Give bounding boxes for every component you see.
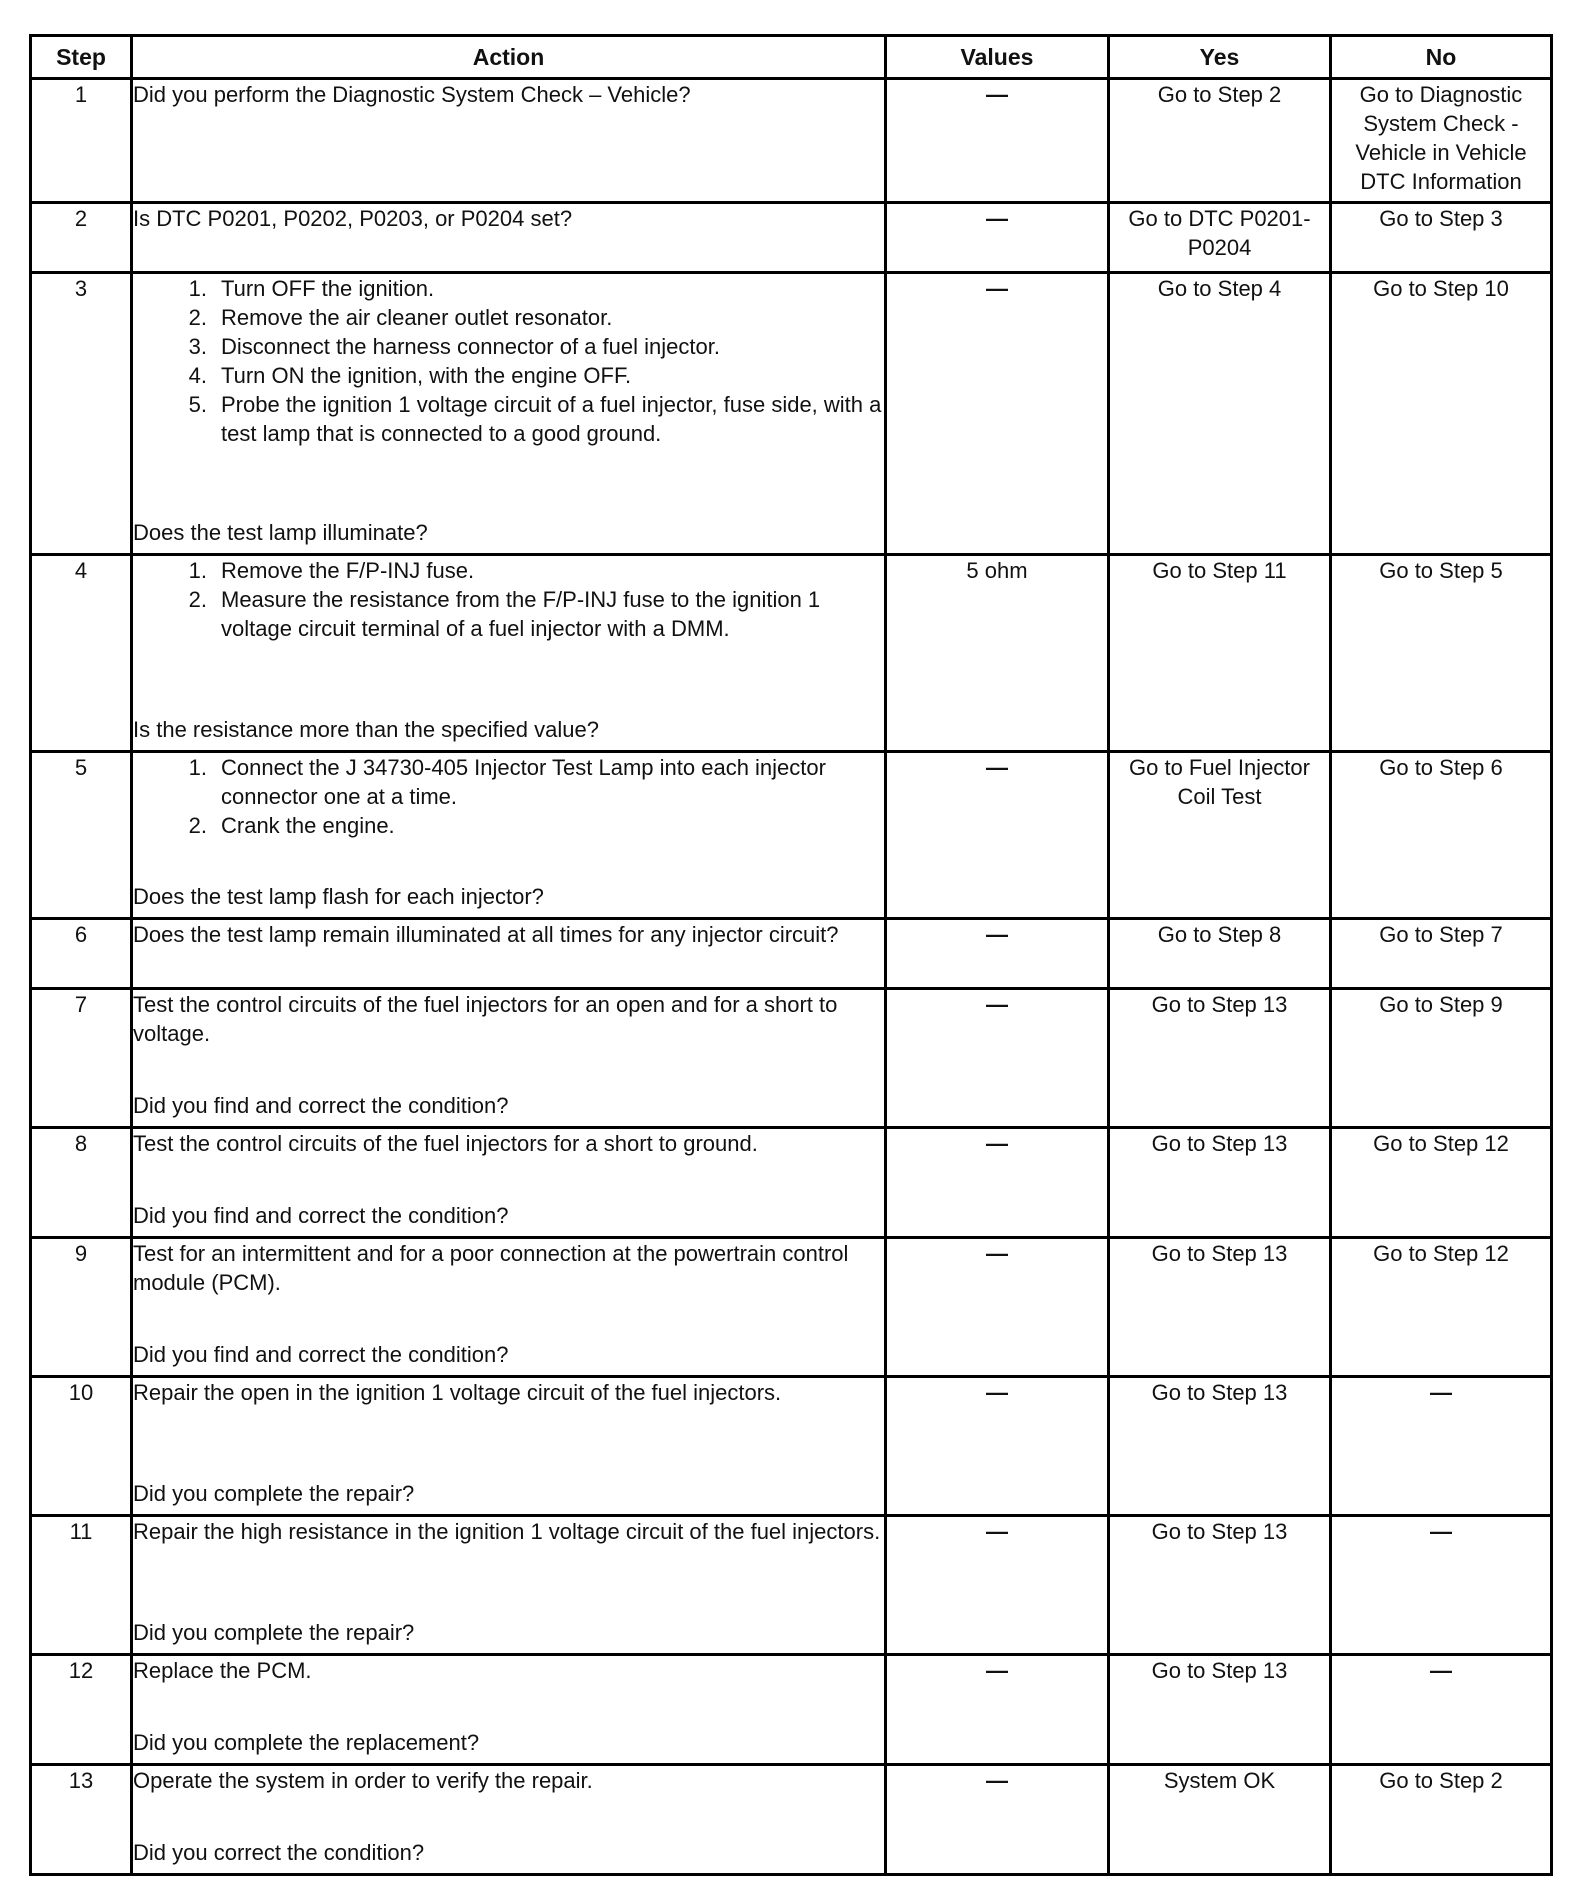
substep-number: 2.	[188, 813, 207, 838]
action-question: Did you correct the condition?	[133, 1840, 425, 1865]
action-content	[133, 753, 884, 911]
header-no: No	[1331, 36, 1552, 79]
action-text: Test the control circuits of the fuel injectors for an open and for a short to voltage.	[133, 992, 838, 1046]
yes-cell: Go to DTC P0201-P0204	[1109, 203, 1331, 273]
step-number: 12	[31, 1655, 132, 1765]
table-row	[31, 752, 1552, 919]
action-top	[133, 274, 884, 448]
substep-text: Crank the engine.	[221, 813, 395, 838]
substep-item	[133, 390, 884, 448]
yes-cell: Go to Step 8	[1109, 919, 1331, 989]
action-text: Is DTC P0201, P0202, P0203, or P0204 set?	[133, 206, 573, 231]
action-top	[133, 1517, 884, 1546]
action-content	[133, 1129, 884, 1230]
action-cell	[132, 273, 886, 555]
step-number: 1	[31, 79, 132, 203]
substep-text: Connect the J 34730-405 Injector Test Lamp into each injector connector one at a time.	[221, 755, 826, 809]
action-content	[133, 80, 884, 195]
yes-cell: Go to Step 11	[1109, 555, 1331, 752]
yes-cell: Go to Step 13	[1109, 989, 1331, 1128]
substep-text: Disconnect the harness connector of a fuel injector.	[221, 334, 720, 359]
action-top	[133, 1378, 884, 1407]
substep-item	[133, 811, 884, 840]
action-top	[133, 753, 884, 840]
substep-text: Turn OFF the ignition.	[221, 276, 435, 301]
values-cell: —	[886, 1238, 1109, 1377]
table-body	[31, 79, 1552, 1875]
substep-text: Measure the resistance from the F/P-INJ fuse to the ignition 1 voltage circuit terminal of a fuel injector with a DMM.	[221, 587, 821, 641]
action-text: Does the test lamp remain illuminated at all times for any injector circuit?	[133, 922, 839, 947]
action-question: Did you find and correct the condition?	[133, 1203, 509, 1228]
substep-number: 2.	[188, 305, 207, 330]
substep-number: 1.	[188, 558, 207, 583]
table-row	[31, 1377, 1552, 1516]
substep-list	[133, 274, 884, 448]
substep-number: 3.	[188, 334, 207, 359]
action-question: Did you complete the repair?	[133, 1620, 415, 1645]
action-content	[133, 1656, 884, 1757]
action-text: Replace the PCM.	[133, 1658, 312, 1683]
yes-cell: Go to Step 4	[1109, 273, 1331, 555]
no-cell: —	[1331, 1655, 1552, 1765]
no-cell: Go to Step 7	[1331, 919, 1552, 989]
action-cell	[132, 555, 886, 752]
action-top	[133, 1239, 884, 1297]
action-cell	[132, 1377, 886, 1516]
action-cell	[132, 79, 886, 203]
header-yes: Yes	[1109, 36, 1331, 79]
no-cell: Go to Step 2	[1331, 1765, 1552, 1875]
header-action: Action	[132, 36, 886, 79]
no-cell: Go to Step 6	[1331, 752, 1552, 919]
no-cell: —	[1331, 1377, 1552, 1516]
no-cell: Go to Step 5	[1331, 555, 1552, 752]
values-cell: —	[886, 1377, 1109, 1516]
substep-item	[133, 585, 884, 643]
diagnostic-table	[29, 34, 1553, 1876]
table-row	[31, 203, 1552, 273]
step-number: 4	[31, 555, 132, 752]
table-row	[31, 989, 1552, 1128]
yes-cell: Go to Step 13	[1109, 1516, 1331, 1655]
action-question: Does the test lamp flash for each injector?	[133, 884, 544, 909]
action-text: Test the control circuits of the fuel injectors for a short to ground.	[133, 1131, 758, 1156]
substep-list	[133, 556, 884, 643]
values-cell: —	[886, 79, 1109, 203]
action-cell	[132, 203, 886, 273]
action-cell	[132, 752, 886, 919]
substep-item	[133, 361, 884, 390]
action-question: Did you complete the replacement?	[133, 1730, 480, 1755]
step-number: 9	[31, 1238, 132, 1377]
table-row	[31, 79, 1552, 203]
substep-number: 1.	[188, 755, 207, 780]
action-content	[133, 1378, 884, 1508]
action-top	[133, 990, 884, 1048]
substep-number: 4.	[188, 363, 207, 388]
action-content	[133, 1239, 884, 1369]
substep-item	[133, 753, 884, 811]
values-cell: —	[886, 752, 1109, 919]
table-row	[31, 273, 1552, 555]
action-top	[133, 1129, 884, 1158]
action-question: Does the test lamp illuminate?	[133, 520, 428, 545]
values-cell: —	[886, 203, 1109, 273]
header-row	[31, 36, 1552, 79]
action-cell	[132, 1516, 886, 1655]
action-top	[133, 80, 884, 109]
yes-cell: Go to Fuel Injector Coil Test	[1109, 752, 1331, 919]
yes-cell: System OK	[1109, 1765, 1331, 1875]
values-cell: 5 ohm	[886, 555, 1109, 752]
action-text: Repair the open in the ignition 1 voltage circuit of the fuel injectors.	[133, 1380, 782, 1405]
action-question: Did you find and correct the condition?	[133, 1093, 509, 1118]
no-cell: —	[1331, 1516, 1552, 1655]
substep-text: Probe the ignition 1 voltage circuit of a fuel injector, fuse side, with a test lamp that is connected to a good ground.	[221, 392, 882, 446]
action-content	[133, 1517, 884, 1647]
no-cell: Go to Step 10	[1331, 273, 1552, 555]
yes-cell: Go to Step 13	[1109, 1238, 1331, 1377]
action-question: Is the resistance more than the specified value?	[133, 717, 599, 742]
values-cell: —	[886, 273, 1109, 555]
substep-text: Turn ON the ignition, with the engine OFF.	[221, 363, 632, 388]
no-cell: Go to Diagnostic System Check - Vehicle in Vehicle DTC Information	[1331, 79, 1552, 203]
no-cell: Go to Step 12	[1331, 1128, 1552, 1238]
action-content	[133, 556, 884, 744]
action-question: Did you complete the repair?	[133, 1481, 415, 1506]
step-number: 11	[31, 1516, 132, 1655]
step-number: 7	[31, 989, 132, 1128]
table-row	[31, 1128, 1552, 1238]
substep-number: 5.	[188, 392, 207, 417]
substep-item	[133, 303, 884, 332]
substep-item	[133, 274, 884, 303]
action-cell	[132, 1128, 886, 1238]
substep-list	[133, 753, 884, 840]
table-row	[31, 1765, 1552, 1875]
action-top	[133, 204, 884, 233]
substep-text: Remove the air cleaner outlet resonator.	[221, 305, 613, 330]
values-cell: —	[886, 1128, 1109, 1238]
yes-cell: Go to Step 13	[1109, 1128, 1331, 1238]
action-cell	[132, 1655, 886, 1765]
table-row	[31, 1655, 1552, 1765]
action-content	[133, 990, 884, 1120]
yes-cell: Go to Step 2	[1109, 79, 1331, 203]
no-cell: Go to Step 9	[1331, 989, 1552, 1128]
action-content	[133, 204, 884, 265]
substep-item	[133, 556, 884, 585]
values-cell: —	[886, 919, 1109, 989]
step-number: 13	[31, 1765, 132, 1875]
action-cell	[132, 1238, 886, 1377]
substep-number: 1.	[188, 276, 207, 301]
values-cell: —	[886, 1655, 1109, 1765]
header-values: Values	[886, 36, 1109, 79]
action-cell	[132, 1765, 886, 1875]
values-cell: —	[886, 989, 1109, 1128]
step-number: 3	[31, 273, 132, 555]
action-text: Operate the system in order to verify the repair.	[133, 1768, 593, 1793]
yes-cell: Go to Step 13	[1109, 1655, 1331, 1765]
action-cell	[132, 919, 886, 989]
table-row	[31, 919, 1552, 989]
action-content	[133, 1766, 884, 1867]
action-question: Did you find and correct the condition?	[133, 1342, 509, 1367]
header-step: Step	[31, 36, 132, 79]
action-top	[133, 556, 884, 643]
action-text: Repair the high resistance in the ignition 1 voltage circuit of the fuel injectors.	[133, 1519, 881, 1544]
values-cell: —	[886, 1765, 1109, 1875]
action-content	[133, 274, 884, 547]
action-text: Did you perform the Diagnostic System Check – Vehicle?	[133, 82, 691, 107]
substep-item	[133, 332, 884, 361]
action-top	[133, 1656, 884, 1685]
action-cell	[132, 989, 886, 1128]
no-cell: Go to Step 12	[1331, 1238, 1552, 1377]
step-number: 2	[31, 203, 132, 273]
step-number: 8	[31, 1128, 132, 1238]
action-text: Test for an intermittent and for a poor connection at the powertrain control module (PCM).	[133, 1241, 849, 1295]
action-content	[133, 920, 884, 981]
table-row	[31, 1516, 1552, 1655]
substep-number: 2.	[188, 587, 207, 612]
step-number: 6	[31, 919, 132, 989]
table-row	[31, 555, 1552, 752]
substep-text: Remove the F/P-INJ fuse.	[221, 558, 475, 583]
values-cell: —	[886, 1516, 1109, 1655]
action-top	[133, 920, 884, 949]
step-number: 5	[31, 752, 132, 919]
action-top	[133, 1766, 884, 1795]
step-number: 10	[31, 1377, 132, 1516]
table-row	[31, 1238, 1552, 1377]
no-cell: Go to Step 3	[1331, 203, 1552, 273]
yes-cell: Go to Step 13	[1109, 1377, 1331, 1516]
